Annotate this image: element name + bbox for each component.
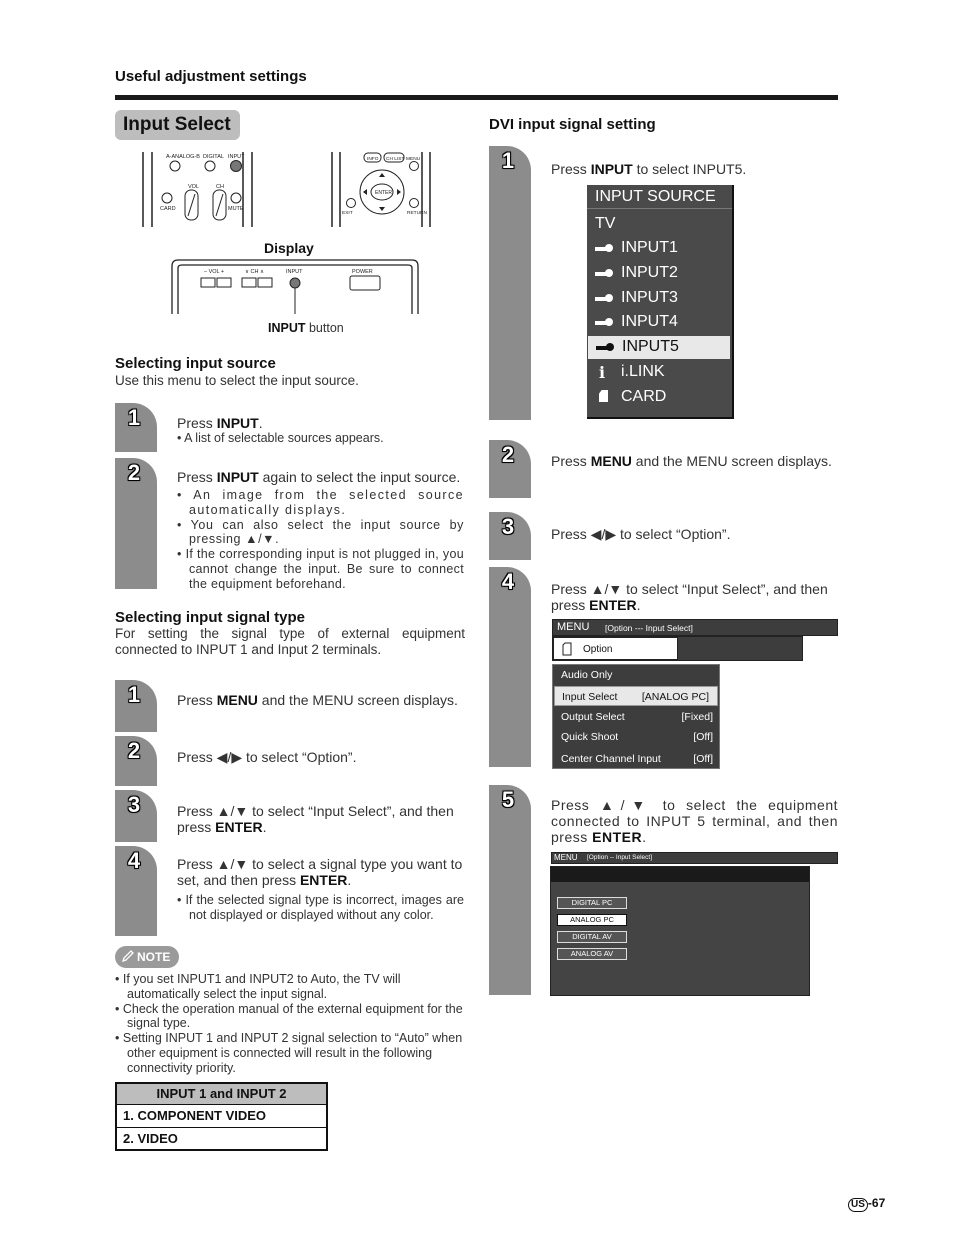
input-source-item-input4[interactable]: INPUT4 [587,311,732,334]
label-card: CARD [160,206,176,212]
step-text: Press INPUT. [177,415,263,431]
card-icon [562,642,572,656]
input-source-item-card[interactable]: CARD [587,386,732,409]
step-text: Press MENU and the MENU screen displays. [551,453,832,469]
step-bar: 2 [489,440,531,498]
input-source-item-input3[interactable]: INPUT3 [587,287,732,310]
plug-icon [595,268,613,278]
step-text: Press ◀/▶ to select “Option”. [551,526,731,542]
remote-right-illustration [330,152,432,227]
option-digital-pc[interactable]: DIGITAL PC [557,897,627,909]
note-list [115,972,465,1076]
step-bar: 2 [115,458,157,589]
header-title: Useful adjustment settings [115,68,307,85]
step-text: Press INPUT again to select the input source. [177,469,461,485]
header-rule [115,95,838,100]
display-panel-illustration [170,258,420,314]
page-number: US -67 [848,1196,885,1212]
tab-option[interactable]: Option [553,637,678,660]
menu-tab-row [552,636,803,661]
label-return: RETURN [407,211,427,216]
selecting-input-source-desc: Use this menu to select the input source. [115,373,359,388]
note-item: • If you set INPUT1 and INPUT2 to Auto, the TV will automatically select the input signal. [115,972,401,1001]
note-badge: NOTE [115,946,179,968]
step-bar: 4 [489,567,531,767]
step-text: Press MENU and the MENU screen displays. [177,692,458,708]
region-badge: US [848,1198,868,1212]
input-source-menu [587,185,734,419]
step-text: Press INPUT to select INPUT5. [551,161,747,177]
menu-row-output-select[interactable]: Output Select [Fixed] [561,711,713,723]
option-digital-av[interactable]: DIGITAL AV [557,931,627,943]
menu-row-center-channel[interactable]: Center Channel Input [Off] [561,753,713,765]
input-source-item-input1[interactable]: INPUT1 [587,237,732,260]
pencil-icon [121,949,135,963]
card-icon [599,390,608,402]
label-input: INPUT [228,154,245,160]
option-submenu [552,664,720,769]
step-bar: 1 [489,146,531,420]
menu-row-input-select[interactable]: Input Select [ANALOG PC] [554,686,718,706]
plug-icon [596,342,614,352]
input-source-item-tv[interactable]: TV [595,215,616,232]
input-source-title: INPUT SOURCE [587,185,732,209]
step-text: Press ▲/▼ to select “Input Select”, and then press ENTER. [551,581,828,613]
priority-table [115,1082,328,1151]
note-item: • Setting INPUT 1 and INPUT 2 signal selection to “Auto” when other equipment is connected will result in the following connectivity priority. [115,1031,463,1075]
remote-left-illustration [140,152,255,227]
table-row: 2. VIDEO [116,1127,327,1150]
label-mute: MUTE [228,206,244,212]
plug-icon [595,243,613,253]
menu-bar: MENU [Option -- Input Select] [551,852,838,864]
step-bar: 5 [489,785,531,995]
menu-row-audio-only[interactable]: Audio Only [561,669,613,681]
step-bar: 2 [115,736,157,786]
display-label: Display [264,240,314,256]
step-bar: 3 [489,512,531,560]
step-text: Press ◀/▶ to select “Option”. [177,749,357,765]
step-bar: 4 [115,846,157,936]
step-bar: 1 [115,403,157,452]
input-source-item-input2[interactable]: INPUT2 [587,262,732,285]
panel-label-vol: – VOL + [204,269,225,275]
label-info: INFO [367,157,379,162]
input-button-caption: INPUT button [268,321,344,335]
menu-bar: MENU [Option --- Input Select] [552,619,838,636]
selecting-input-source-title: Selecting input source [115,355,276,372]
bullet: • A list of selectable sources appears. [177,431,384,445]
step-bar: 1 [115,680,157,732]
label-ch-list: CH LIST [386,157,405,162]
plug-icon [595,317,613,327]
input-source-item-ilink[interactable]: i i.LINK [599,363,665,382]
dvi-title: DVI input signal setting [489,116,656,133]
selecting-signal-type-desc: For setting the signal type of external equipment connected to INPUT 1 and Input 2 terminals. [115,626,465,657]
panel-label-input: INPUT [286,269,303,275]
input-source-item-input5[interactable]: INPUT5 [588,336,730,359]
menu-row-quick-shoot[interactable]: Quick Shoot [Off] [561,731,713,743]
label-a-analog-b: A-ANALOG-B [166,154,200,160]
panel-label-ch: ∨ CH ∧ [245,269,265,275]
info-icon: i [599,363,606,382]
plug-icon [595,293,613,303]
label-vol: VOL [188,184,200,190]
label-exit: EXIT [342,211,353,216]
signal-select-panel [550,866,810,996]
label-digital: DIGITAL [203,154,224,160]
selecting-signal-type-title: Selecting input signal type [115,609,306,626]
bullet: • An image from the selected source automatically displays. [177,488,464,517]
label-menu: MENU [406,157,421,162]
bullet: • If the corresponding input is not plugged in, you cannot change the input. Be sure to connect the equipment beforehand. [177,547,464,591]
label-ch: CH [216,184,224,190]
panel-label-power: POWER [352,269,373,275]
table-header: INPUT 1 and INPUT 2 [116,1083,327,1104]
step-text: Press ▲/▼ to select a signal type you want to set, and then press ENTER. [177,856,463,888]
step-bar: 3 [115,790,157,842]
note-item: • Check the operation manual of the external equipment for the signal type. [115,1001,463,1031]
table-row: 1. COMPONENT VIDEO [116,1104,327,1127]
option-analog-pc[interactable]: ANALOG PC [557,914,627,926]
bullet: • If the selected signal type is incorrect, images are not displayed or displayed without any color. [177,893,464,922]
option-analog-av[interactable]: ANALOG AV [557,948,627,960]
bullet: • You can also select the input source by pressing ▲/▼. [177,517,465,547]
signal-select-header [551,867,809,882]
step-text: Press ▲/▼ to select the equipment connected to INPUT 5 terminal, and then press ENTER. [551,797,838,845]
bullet-list [177,488,464,592]
step-text: Press ▲/▼ to select “Input Select”, and then press ENTER. [177,803,454,835]
section-title: Input Select [115,110,240,140]
label-enter: ENTER [375,190,392,196]
